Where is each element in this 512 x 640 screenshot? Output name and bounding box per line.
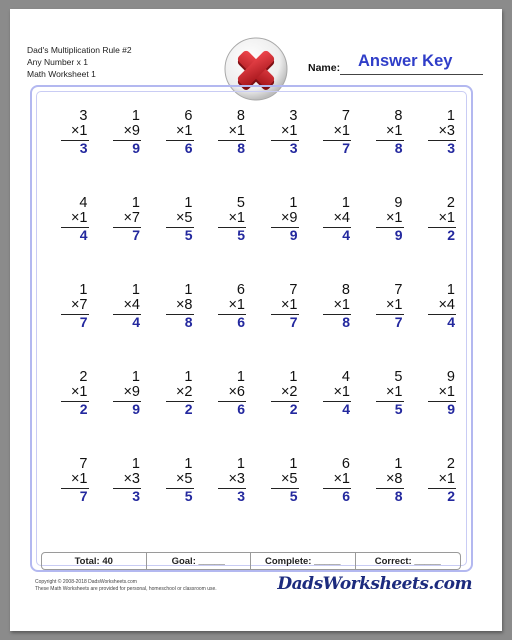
multiplicand: 1	[131, 195, 140, 211]
multiplicand: 1	[236, 456, 245, 472]
answer: 2	[79, 401, 88, 417]
problem-item	[413, 282, 466, 369]
problem-item	[360, 282, 413, 369]
answer: 7	[79, 314, 88, 330]
copyright-notice	[35, 579, 217, 593]
total-field: Total: 40	[42, 553, 147, 569]
score-bar	[41, 552, 461, 570]
multiplicand: 8	[341, 282, 350, 298]
multiplier: ×1	[280, 297, 298, 313]
multiplicand: 1	[446, 108, 455, 124]
multiplier: ×7	[123, 210, 140, 226]
multiplicand: 9	[394, 195, 403, 211]
answer: 5	[184, 227, 193, 243]
multiplicand: 1	[184, 195, 193, 211]
answer: 4	[79, 227, 88, 243]
problem-item	[255, 108, 308, 195]
problem-item	[255, 195, 308, 282]
multiplicand: 1	[289, 369, 298, 385]
problem-item	[45, 108, 98, 195]
problem-item	[45, 456, 98, 543]
answer: 7	[79, 488, 88, 504]
multiplier: ×1	[175, 123, 193, 139]
multiplicand: 4	[341, 369, 350, 385]
multiplier: ×5	[175, 210, 193, 226]
answer: 2	[447, 488, 455, 504]
answer: 3	[447, 140, 455, 156]
problem-item	[413, 195, 466, 282]
problem-item	[413, 456, 466, 543]
answer: 4	[447, 314, 455, 330]
multiplier: ×1	[228, 210, 245, 226]
problem-item	[150, 369, 203, 456]
name-area	[300, 54, 490, 76]
multiplicand: 8	[394, 108, 403, 124]
answer: 5	[237, 227, 245, 243]
answer: 5	[289, 488, 298, 504]
answer: 2	[184, 401, 193, 417]
answer: 3	[79, 140, 88, 156]
multiplier: ×1	[70, 210, 88, 226]
multiplicand: 7	[394, 282, 403, 298]
multiplier: ×1	[385, 384, 403, 400]
multiplicand: 5	[394, 369, 403, 385]
problem-item	[360, 369, 413, 456]
problem-item	[308, 108, 361, 195]
problem-item	[203, 456, 256, 543]
multiplier: ×1	[438, 471, 455, 487]
answer: 6	[184, 140, 193, 156]
multiplicand: 1	[446, 282, 455, 298]
multiplier: ×1	[333, 384, 350, 400]
answer: 8	[394, 488, 403, 504]
problem-item	[360, 195, 413, 282]
answer: 9	[132, 140, 140, 156]
multiplicand: 1	[131, 108, 140, 124]
problem-item	[308, 195, 361, 282]
answer: 2	[289, 401, 298, 417]
multiplicand: 2	[446, 456, 455, 472]
answer: 5	[184, 488, 193, 504]
answer: 8	[237, 140, 245, 156]
multiplier: ×9	[123, 123, 140, 139]
problem-item	[150, 282, 203, 369]
answer: 8	[342, 314, 350, 330]
problem-item	[308, 456, 361, 543]
multiplier: ×1	[228, 123, 245, 139]
copyright-line: Copyright © 2008-2018 DadsWorksheets.com	[35, 579, 137, 585]
multiplier: ×1	[333, 471, 350, 487]
multiplier: ×9	[280, 210, 298, 226]
problem-item	[150, 456, 203, 543]
multiplier: ×2	[280, 384, 298, 400]
multiplicand: 6	[236, 282, 245, 298]
problem-item	[45, 195, 98, 282]
correct-field: Correct: _____	[374, 555, 441, 567]
problem-item	[203, 195, 256, 282]
multiplicand: 6	[184, 108, 193, 124]
multiplier: ×5	[280, 471, 298, 487]
multiplier: ×1	[385, 123, 403, 139]
multiplicand: 1	[341, 195, 350, 211]
multiplicand: 1	[184, 456, 193, 472]
multiplier: ×9	[123, 384, 140, 400]
problem-item	[360, 456, 413, 543]
answer: 7	[394, 314, 403, 330]
multiplicand: 3	[79, 108, 88, 124]
problem-item	[150, 195, 203, 282]
multiplicand: 1	[236, 369, 245, 385]
problem-item	[98, 108, 151, 195]
multiplier: ×4	[333, 210, 350, 226]
worksheet-header	[27, 44, 132, 80]
problem-item	[150, 108, 203, 195]
problem-item	[308, 369, 361, 456]
problem-item	[255, 282, 308, 369]
multiplicand: 1	[289, 456, 298, 472]
site-logo: DadsWorksheets.com	[277, 574, 472, 594]
multiplier: ×1	[70, 471, 88, 487]
multiplier: ×8	[385, 471, 403, 487]
multiplier: ×4	[123, 297, 140, 313]
multiplier: ×2	[175, 384, 193, 400]
answer: 7	[289, 314, 298, 330]
multiplier: ×5	[175, 471, 193, 487]
multiplicand: 1	[131, 282, 140, 298]
multiplicand: 1	[289, 195, 298, 211]
problem-item	[255, 456, 308, 543]
usage-line: These Math Worksheets are provided for personal, homeschool or classroom use.	[35, 586, 217, 592]
multiplicand: 1	[394, 456, 403, 472]
answer: 4	[342, 401, 350, 417]
name-line	[340, 74, 483, 75]
answer-key-heading: Answer Key	[358, 52, 453, 70]
goal-field: Goal: _____	[147, 553, 252, 569]
problem-item	[203, 369, 256, 456]
multiplicand: 7	[341, 108, 350, 124]
problem-item	[98, 456, 151, 543]
multiplicand: 7	[79, 456, 88, 472]
answer: 9	[394, 227, 403, 243]
answer: 3	[237, 488, 245, 504]
problem-item	[308, 282, 361, 369]
answer: 4	[132, 314, 140, 330]
multiplicand: 6	[341, 456, 350, 472]
multiplicand: 5	[236, 195, 245, 211]
answer: 6	[237, 314, 245, 330]
multiplier: ×7	[70, 297, 88, 313]
multiplicand: 2	[446, 195, 455, 211]
answer: 7	[132, 227, 140, 243]
multiplicand: 1	[184, 282, 193, 298]
problem-item	[98, 282, 151, 369]
multiplicand: 1	[184, 369, 193, 385]
multiplier: ×1	[385, 210, 403, 226]
multiplicand: 7	[289, 282, 298, 298]
name-label: Name:	[308, 62, 341, 74]
answer: 6	[237, 401, 245, 417]
multiplier: ×4	[438, 297, 455, 313]
problem-item	[45, 369, 98, 456]
answer: 9	[289, 227, 298, 243]
multiplier: ×3	[123, 471, 140, 487]
problem-item	[45, 282, 98, 369]
answer: 8	[394, 140, 403, 156]
multiplier: ×6	[228, 384, 245, 400]
answer: 9	[447, 401, 455, 417]
complete-field: Complete: _____	[251, 553, 356, 569]
multiplicand: 3	[289, 108, 298, 124]
answer: 7	[342, 140, 350, 156]
answer: 2	[447, 227, 455, 243]
multiplier: ×8	[175, 297, 193, 313]
problem-item	[255, 369, 308, 456]
multiplier: ×1	[333, 297, 350, 313]
multiplier: ×1	[438, 384, 455, 400]
multiplicand: 1	[131, 456, 140, 472]
answer: 8	[184, 314, 193, 330]
multiplicand: 1	[131, 369, 140, 385]
problem-grid	[45, 108, 465, 543]
multiplicand: 2	[79, 369, 88, 385]
multiplier: ×1	[333, 123, 350, 139]
multiplicand: 8	[236, 108, 245, 124]
multiplier: ×1	[228, 297, 245, 313]
multiplier: ×3	[438, 123, 455, 139]
answer: 9	[132, 401, 140, 417]
multiplier: ×1	[280, 123, 298, 139]
multiplier: ×1	[438, 210, 455, 226]
answer: 4	[342, 227, 350, 243]
problem-item	[203, 108, 256, 195]
worksheet-number: Math Worksheet 1	[27, 69, 96, 79]
problem-item	[413, 108, 466, 195]
problem-item	[360, 108, 413, 195]
answer: 3	[132, 488, 140, 504]
problem-item	[413, 369, 466, 456]
problem-item	[203, 282, 256, 369]
multiplier: ×1	[70, 123, 88, 139]
worksheet-subtitle: Any Number x 1	[27, 57, 88, 67]
problem-item	[98, 369, 151, 456]
multiplier: ×3	[228, 471, 245, 487]
multiplicand: 4	[79, 195, 88, 211]
multiplier: ×1	[385, 297, 403, 313]
answer: 6	[342, 488, 350, 504]
problem-item	[98, 195, 151, 282]
worksheet-title: Dad's Multiplication Rule #2	[27, 45, 132, 55]
answer: 3	[289, 140, 298, 156]
multiplier: ×1	[70, 384, 88, 400]
multiplicand: 1	[79, 282, 88, 298]
multiplicand: 9	[446, 369, 455, 385]
answer: 5	[394, 401, 403, 417]
